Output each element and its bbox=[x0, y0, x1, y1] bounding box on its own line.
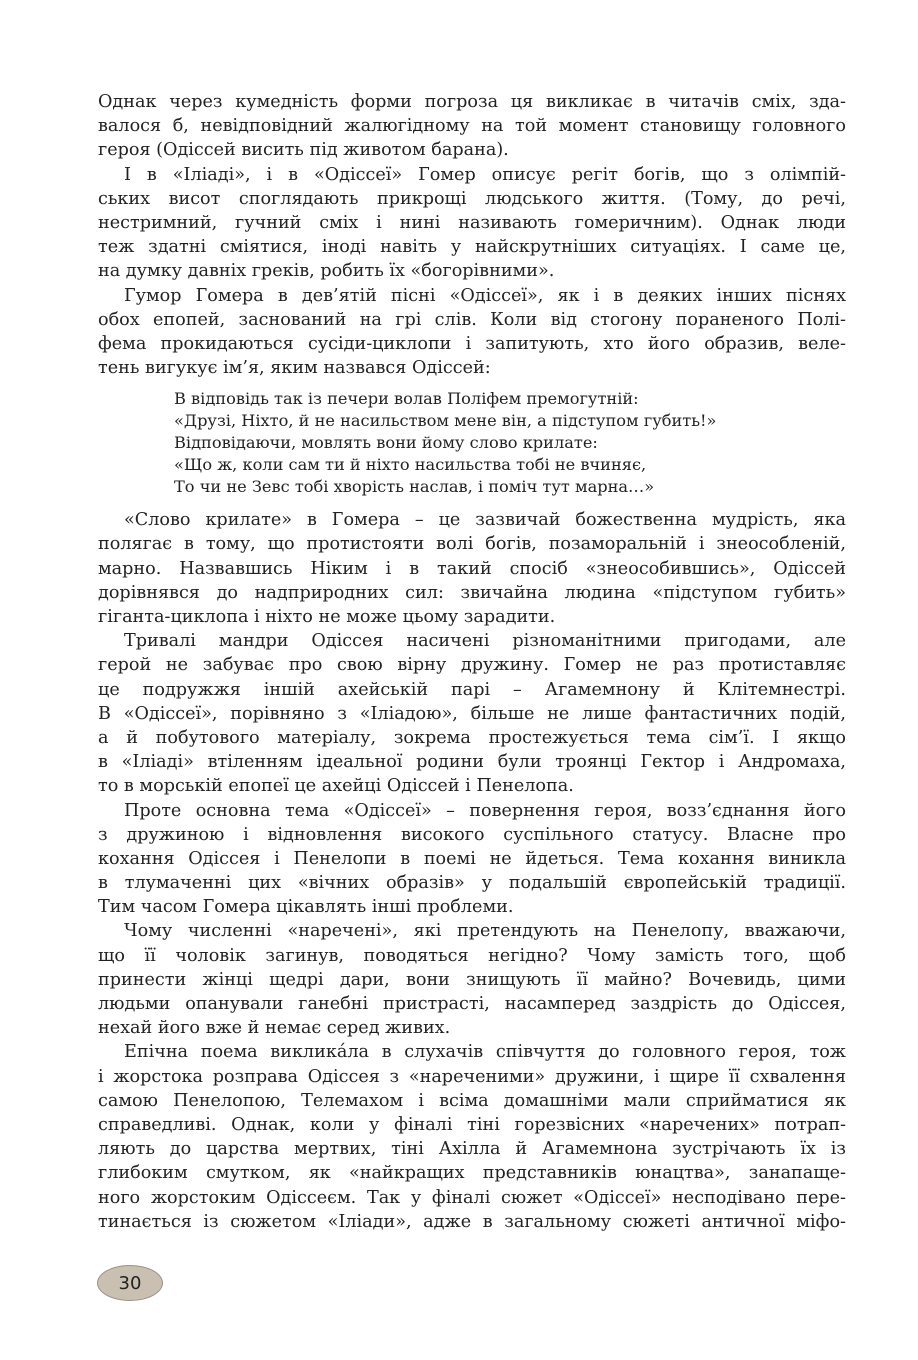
verse-line: «Друзі, Ніхто, й не насильством мене він, а підступом губить!» bbox=[174, 411, 717, 431]
verse-line: Відповідаючи, мовлять вони йому слово крилате: bbox=[174, 433, 598, 453]
text-line: а й побутового матеріалу, зокрема простежується тема сім’ї. І якщо bbox=[98, 727, 846, 748]
page-body bbox=[98, 90, 846, 1234]
text-line: на думку давніх греків, робить їх «богорівними». bbox=[98, 261, 555, 282]
text-line: тень вигукує ім’я, яким назвався Одіссей: bbox=[98, 358, 491, 379]
text-line: марно. Назвавшись Ніким і в такий спосіб «знеособившись», Одіссей bbox=[98, 558, 846, 579]
text-line: героя (Одіссей висить під животом барана). bbox=[98, 140, 509, 161]
paragraph-1 bbox=[98, 90, 846, 163]
text-line: полягає в тому, що протистояти волі богів, позаморальній і знеособленій, bbox=[98, 534, 846, 555]
text-line: самою Пенелопою, Телемахом і всіма домашніми мали сприйматися як bbox=[98, 1090, 846, 1111]
text-line: що її чоловік загинув, поводяться негідно? Чому замість того, щоб bbox=[98, 945, 846, 966]
text-line: І в «Іліаді», і в «Одіссеї» Гомер описує регіт богів, що з олімпій- bbox=[124, 164, 846, 185]
text-line: Тим часом Гомера цікавлять інші проблеми. bbox=[98, 897, 514, 918]
text-line: Проте основна тема «Одіссеї» – повернення героя, возз’єднання його bbox=[124, 800, 846, 821]
paragraph-4 bbox=[98, 508, 846, 629]
verse-line: То чи не Зевс тобі хворість наслав, і поміч тут марна…» bbox=[174, 477, 655, 497]
text-line: В «Одіссеї», порівняно з «Іліадою», більше не лише фантастичних подій, bbox=[98, 703, 846, 724]
text-line: ляють до царства мертвих, тіні Ахілла й Агамемнона зустрічають їх із bbox=[98, 1139, 846, 1160]
text-line: це подружжя іншій ахейській парі – Агамемнону й Клітемнестрі. bbox=[98, 679, 846, 700]
text-line: з дружиною і відновлення високого суспільного статусу. Власне про bbox=[98, 824, 846, 845]
text-line: тинається із сюжетом «Іліади», адже в загальному сюжеті античної міфо- bbox=[98, 1211, 846, 1232]
text-line: Епічна поема викликáла в слухачів співчуття до головного героя, тож bbox=[124, 1042, 846, 1063]
text-line: дорівнявся до надприродних сил: звичайна людина «підступом губить» bbox=[98, 582, 846, 603]
text-line: теж здатні сміятися, іноді навіть у найскрутніших ситуаціях. І саме це, bbox=[98, 237, 846, 258]
verse-quote bbox=[174, 388, 846, 498]
text-line: то в морській епопеї це ахейці Одіссей і Пенелопа. bbox=[98, 776, 574, 797]
text-line: справедливі. Однак, коли у фіналі тіні горезвісних «наречених» потрап- bbox=[98, 1114, 846, 1135]
text-line: нехай його вже й немає серед живих. bbox=[98, 1018, 451, 1039]
text-line: глибоким смутком, як «найкращих представників юнацтва», занапаще- bbox=[98, 1163, 846, 1184]
text-line: герой не забуває про свою вірну дружину. Гомер не раз протиставляє bbox=[98, 655, 846, 676]
text-line: ських висот споглядають прикрощі людського життя. (Тому, до речі, bbox=[98, 188, 846, 209]
paragraph-3 bbox=[98, 284, 846, 381]
text-line: Чому численні «наречені», які претендують на Пенелопу, вважаючи, bbox=[124, 921, 846, 942]
text-line: і жорстока розправа Одіссея з «нареченими» дружини, і щире її схвалення bbox=[98, 1066, 846, 1087]
text-line: «Слово крилате» в Гомера – це зазвичай божественна мудрість, яка bbox=[124, 510, 846, 531]
text-line: валося б, невідповідний жалюгідному на той момент становищу головного bbox=[98, 116, 846, 137]
text-line: фема прокидаються сусіди-циклопи і запитують, хто його образив, веле- bbox=[98, 333, 846, 354]
verse-line: В відповідь так із печери волав Поліфем премогутній: bbox=[174, 389, 639, 409]
text-line: в «Іліаді» втіленням ідеальної родини були троянці Гектор і Андромаха, bbox=[98, 752, 846, 773]
text-line: в тлумаченні цих «вічних образів» у подальшій європейській традиції. bbox=[98, 873, 846, 894]
paragraph-2 bbox=[98, 163, 846, 284]
text-line: Однак через кумедність форми погроза ця викликає в читачів сміх, зда- bbox=[98, 92, 846, 112]
text-line: Тривалі мандри Одіссея насичені різноманітними пригодами, але bbox=[124, 631, 846, 652]
paragraph-8 bbox=[98, 1040, 846, 1234]
verse-line: «Що ж, коли сам ти й ніхто насильства тобі не вчиняє, bbox=[174, 455, 647, 475]
text-line: нестримний, гучний сміх і нині називають гомеричним). Однак люди bbox=[98, 212, 846, 233]
text-line: Гумор Гомера в дев’ятій пісні «Одіссеї», як і в деяких інших піснях bbox=[124, 285, 846, 306]
text-line: ного жорстоким Одіссеєм. Так у фіналі сюжет «Одіссеї» несподівано пере- bbox=[98, 1187, 846, 1208]
text-line: принести жінці щедрі дари, вони знищують її майно? Вочевидь, цими bbox=[98, 969, 846, 990]
paragraph-6 bbox=[98, 799, 846, 920]
text-line: кохання Одіссея і Пенелопи в поемі не йдеться. Тема кохання виникла bbox=[98, 848, 846, 869]
page-number-badge: 30 bbox=[97, 1265, 163, 1301]
text-line: обох епопей, заснований на грі слів. Коли від стогону пораненого Полі- bbox=[98, 309, 846, 330]
paragraph-5 bbox=[98, 629, 846, 798]
text-line: людьми опанували ганебні пристрасті, насамперед заздрість до Одіссея, bbox=[98, 994, 846, 1014]
text-line: гіганта-циклопа і ніхто не може цьому зарадити. bbox=[98, 607, 556, 627]
paragraph-7 bbox=[98, 919, 846, 1040]
